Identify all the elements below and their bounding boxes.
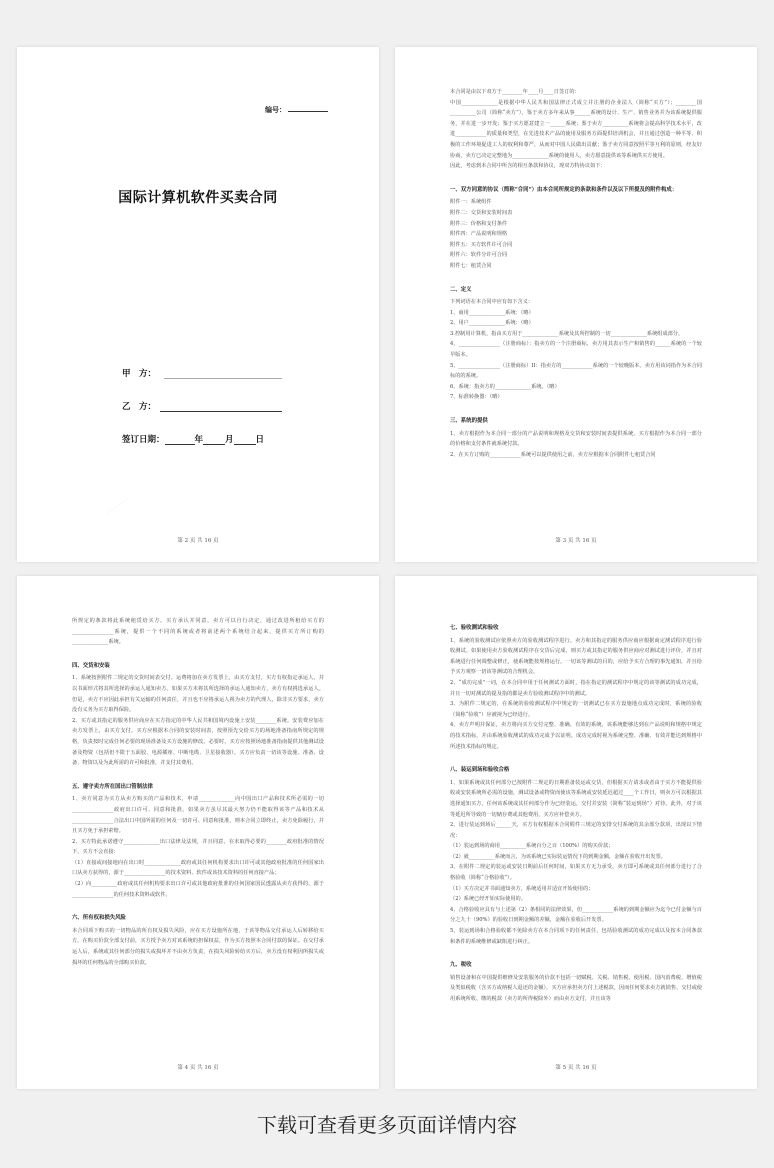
download-caption[interactable]: 下载可查看更多页面详情内容 — [257, 1113, 517, 1137]
paragraph: 1、系统按照附件二规定的交货时间表交付。运费将加在卖方发票上，由买方支付。买方有权指定承运人，并以书面形式将其所选择的承运人通知卖方。如果买方未将其所选择的承运人通知卖方，卖方有权挑选承运人。但是，卖方不应因此承担有关运输的任何责任，并且也不应将承运人视为卖方的代理人，除非买方要求，卖方没有义务为买方取得保险。 — [72, 675, 324, 714]
list-item: 附件三：价格和支付条件 — [450, 220, 508, 227]
list-item: 附件一：系统组件 — [450, 199, 492, 206]
paragraph: 因此，考虑到本合同中所含的相互条款和协议，现双方特协议如下： — [450, 163, 606, 170]
page-number: 第 4 页 共 16 页 — [177, 1065, 219, 1071]
page-4 — [17, 576, 379, 1089]
contract-number: 编号： — [265, 105, 328, 115]
paragraph: 中国______________是根据中华人民共和国法律正式成立并注册的企业法人（简称“买方”）；________国__________公司（简称“卖方”），鉴于卖方多年来从事______系统的设计、生产、销售业务并为该系统提供服务，并在进一步开发；鉴于买方愿意建立一______系统；鉴于卖方__________系统将会提高科学技术水平，改进____________的质量和类型，在先进技术产品的使用及服务方面提供培训机会，并且通过创造一种平等、积极的工作环境促进工人的权利和尊严，从而对中国人民做出贡献；鉴于卖方同意按照平等互利的原则，经友好协商，卖方已决定完整地为______________系统的使用人，卖方愿意提供该等系统供买方使用。 — [450, 99, 702, 159]
page-content — [450, 87, 702, 460]
paragraph: 2、买方特此承诺遵守______________出口法律及法规，并且同意，在未取得必要的________政府批准的情况下，买方不会直接： — [72, 838, 324, 856]
paragraph: （1）买方决定并书面通知卖方，系统适用并适宜开始使用的； — [450, 885, 594, 892]
paragraph: 所规定的条款将此系统租赁给买方。买方承认并同意，卖方可以自行决定，通过改进所租给买方的________________系统，提供一个不同的系统或者将前述两个系统结合起来，提供买方所订购的______________系统。 — [72, 618, 324, 646]
paragraph: 销售设备和在中国提供维修及安装服务的价款不包括一切赋税、关税、销售税、使用税、国内消费税、增值税及类似税收（含买方或纳税人退还的金额），买方应承担卖方付上述税款，因而任何要求卖方就销售、交付或使用系统所收、缴的税款（卖方的所得税除外）而由卖方支付，并且该等 — [450, 974, 702, 1002]
paragraph: 4、合格验收应具有与上述第（2）条相同的法律效果，但____________系统的到期金额应为迄今已付金额与百分之九十（90%）的验收日到期金额的差额，金额在验收后开发票。 — [450, 906, 702, 924]
paragraph: （1）装运到场的商用__________系统百分之百（100%）的购买价款； — [450, 843, 614, 850]
list-item: 附件二：交货和安装时间表 — [450, 209, 513, 216]
section-heading: 九、税收 — [450, 962, 472, 969]
page-content — [72, 616, 324, 968]
section-heading: 二、定义 — [450, 286, 472, 293]
page-cover — [17, 47, 379, 562]
party-b-row: 乙 方： — [122, 400, 282, 412]
page-number: 第 2 页 共 16 页 — [177, 538, 219, 544]
section-heading: 一、双方同意的协议（简称“合同”）由本合同所规定的条款和条件以及以下所提及的附件构成： — [450, 186, 678, 193]
page-3 — [395, 47, 757, 562]
list-item: 7、标准转换器：（略） — [450, 394, 503, 401]
page-content — [450, 616, 702, 1005]
paragraph: （2）系统已经开始实际使用的。 — [450, 896, 526, 903]
list-item: 2、用户______________系统：（略） — [450, 320, 534, 327]
paragraph: （1）直接或间接地向在出口时______________政府或其任何机构要求出口许可或其他政府批准的任何国家出口从卖方获得的，源于________________的技术资料、软件或该技术资料的任何直接产品； — [72, 859, 324, 877]
list-item: 附件五：买方软件许可合同 — [450, 241, 513, 248]
section-heading: 四、交货和安装 — [72, 662, 110, 669]
page-5 — [395, 576, 757, 1089]
paragraph: （2）向__________政府或其任何机构要求出口许可或其他政府批准的任何国家国民透露从卖方获得的，源于________________的任何技术资料或软件。 — [72, 881, 324, 898]
list-item: 1、商用______________系统：（略） — [450, 309, 534, 316]
contract-title: 国际计算机软件买卖合同 — [118, 190, 278, 206]
paragraph: 3、为附件二规定的，在系统的验收测试程序中规定的一切测试已在买方设施地点成功完成时，系统的验收（简称“验收”）应被视为已经进行。 — [450, 701, 702, 718]
paragraph: 1、卖方同意为买方从卖方购买的产品和技术，申请______________向中国出口产品和技术所必需的一切________________政府出口许可、同意和批准。如果卖方虽尽其最大努力仍不能取得该等产品和技术从________________合法出口中国所需的任何及一切许可、同意和批准，则本合同立即终止，卖方免除履行，并且买方免于承担索赔。 — [72, 796, 324, 835]
list-item: 附件七：租赁合同 — [450, 262, 492, 269]
page-number: 第 5 页 共 16 页 — [555, 1065, 597, 1071]
paragraph: 1、卖方根据作为本合同一部分的产品说明和规格及交货和安装时间表提供系统，买方根据作为本合同一部分的价格和支付条件就系统付款。 — [450, 430, 702, 448]
paragraph: 1、如果系统或其任何部分已按附件二规定的日期准备装运或交货，但根据买方请求或者由于买方不能提供验收或安装系统所必需的设施，测试设备或物资而使该等系统或安装延迟超过____个工作日，则卖方可以根据其选择通知买方，任何该系统或其任何部分作为已经装运，交付并安装（简称“装运到场”）对待。此外，对于该等延迟所导致的一切储存费或其他费用，买方应补偿卖方。 — [450, 779, 702, 818]
paragraph: 2、在买方订购的____________系统可以提供使用之前，卖方应根据本合同附件七租赁合同 — [450, 451, 656, 458]
number-blank — [288, 111, 328, 112]
paragraph: 2、买方或其指定的服务供应商应在买方指定的中华人民共和国境内设施上安装________系统。安装费应加在卖方发票上，由买方支付。买方应根据本合同的安装时间表，按照预先交给买方的场地准备指南所规定的规格，负责按时完成任何必要的现场准备及买方设施的修改。必要时，买方应按照场地准备指南提供其他测试设备及物资（包括但不限于五面胶、电源插座、中断电缆、卫星接收器）。买方应负责一切该等设施、准备、设备、物资以及为此所需的许可和批准，并支付其费用。 — [72, 717, 324, 767]
paragraph: （2）就__________系统而言，为该系统已实际装运情况下的到期金额，金额在验收开出发票。 — [450, 853, 666, 860]
paragraph: 2、“成功完成”一词，在本合同中用于任何测试方面时，指在指定的测试程序中规定的该等测试的成功完成，并且一切对测试的提及指的都是卖方验收测试程序中的测试。 — [450, 679, 702, 697]
section-heading: 七、验收测试和验收 — [450, 625, 499, 631]
party-a-row: 甲 方： — [122, 367, 282, 379]
list-item: 3.控制用计算机，指由买方用于______________系统及其所控制的一切______________系统组成部分。 — [450, 330, 684, 337]
watermark — [89, 473, 132, 518]
paragraph: 1、系统的验收测试应依照卖方的验收测试程序进行。卖方和其指定的服务供应商应根据商定测试程序进行验收测试。如果使用卖方验收测试程序在交货后完成，则买方或其指定的服务供应商应对测试进行评价，并且对系统进行任何调整或修正，使系统能按规格运行。一切该等测试的目的，应给予买方合理的事先通知，并且给予买方观察一切该等测试的合理机会。 — [450, 637, 702, 676]
section-heading: 五、遵守卖方所在国出口管制法律 — [72, 783, 153, 790]
section-heading: 八、装运到场和验收合格 — [450, 767, 510, 774]
list-item: 4、________________（注册商标）：指卖方的一个注册商标，卖方用其表示生产和销售的______系统的一个较早版本。 — [450, 341, 702, 359]
paragraph: 本合同项下购买的一切物品的所有权及损失风险，应在买方设施所在地，于该等物品交付承运人后转移给买方。在购买价款全部支付前，买方授予卖方对该系统的担保权益，作为买方按照本合同付款的保证。在交付承运人后，系统或其任何部分的损失或损坏并不由卖方负责，在损失风险转给买方后，卖方没有权利因所损失或损坏的任何物品的全部购买价款。 — [72, 927, 324, 966]
sign-date-row: 签订日期： 年 月 日 — [122, 435, 265, 445]
paragraph: 3、在附件二规定的装运或安装日期前后任何时间，如果买方无力承受，卖方即可系统或其任何部分进行了合格验收（简称“合格验收”）。 — [450, 864, 702, 882]
section-heading: 六、所有权和损失风险 — [72, 915, 126, 922]
party-b-blank — [160, 402, 282, 412]
paragraph: 2、进行装运到场后______天，买方有权根据本合同附件三规定的安排交付系统的其余部分款项，出现以下情况： — [450, 822, 702, 839]
list-item: 附件六：软件分许可合同 — [450, 252, 508, 259]
paragraph: 本合同是由以下双方于________年____月____日签订的： — [450, 89, 580, 95]
list-item: 5、________________（注册商标）II：指卖方的____________系统的一个较晚版本。卖方用该词指作为本合同标的的系统。 — [450, 362, 702, 380]
paragraph: 5、装运到场和合格验收都不免除卖方在本合同项下的任何责任，包括验收测试的成功完成以及按本合同条款和条件的系统维修或缺陷进行纠正。 — [450, 928, 702, 945]
party-a-blank — [164, 369, 282, 379]
page-number: 第 3 页 共 16 页 — [555, 538, 597, 544]
section-heading: 三、系统的提供 — [450, 418, 488, 425]
list-item: 6、系统：指卖方的______________系统。（略） — [450, 383, 560, 390]
list-item: 下列词语在本合同中应有如下含义： — [450, 299, 534, 306]
paragraph: 4、卖方声明并保证，卖方将向买方交付完整、准确、有效的系统，该系统能够达到在产品说明和规格中规定的技术指标，并由系统验收测试的成功完成予以证明。成功完成时视为系统完整、准确、有效并能达到规格中所述技术指标的规定。 — [450, 722, 702, 750]
list-item: 附件四：产品说明和规格 — [450, 231, 508, 238]
